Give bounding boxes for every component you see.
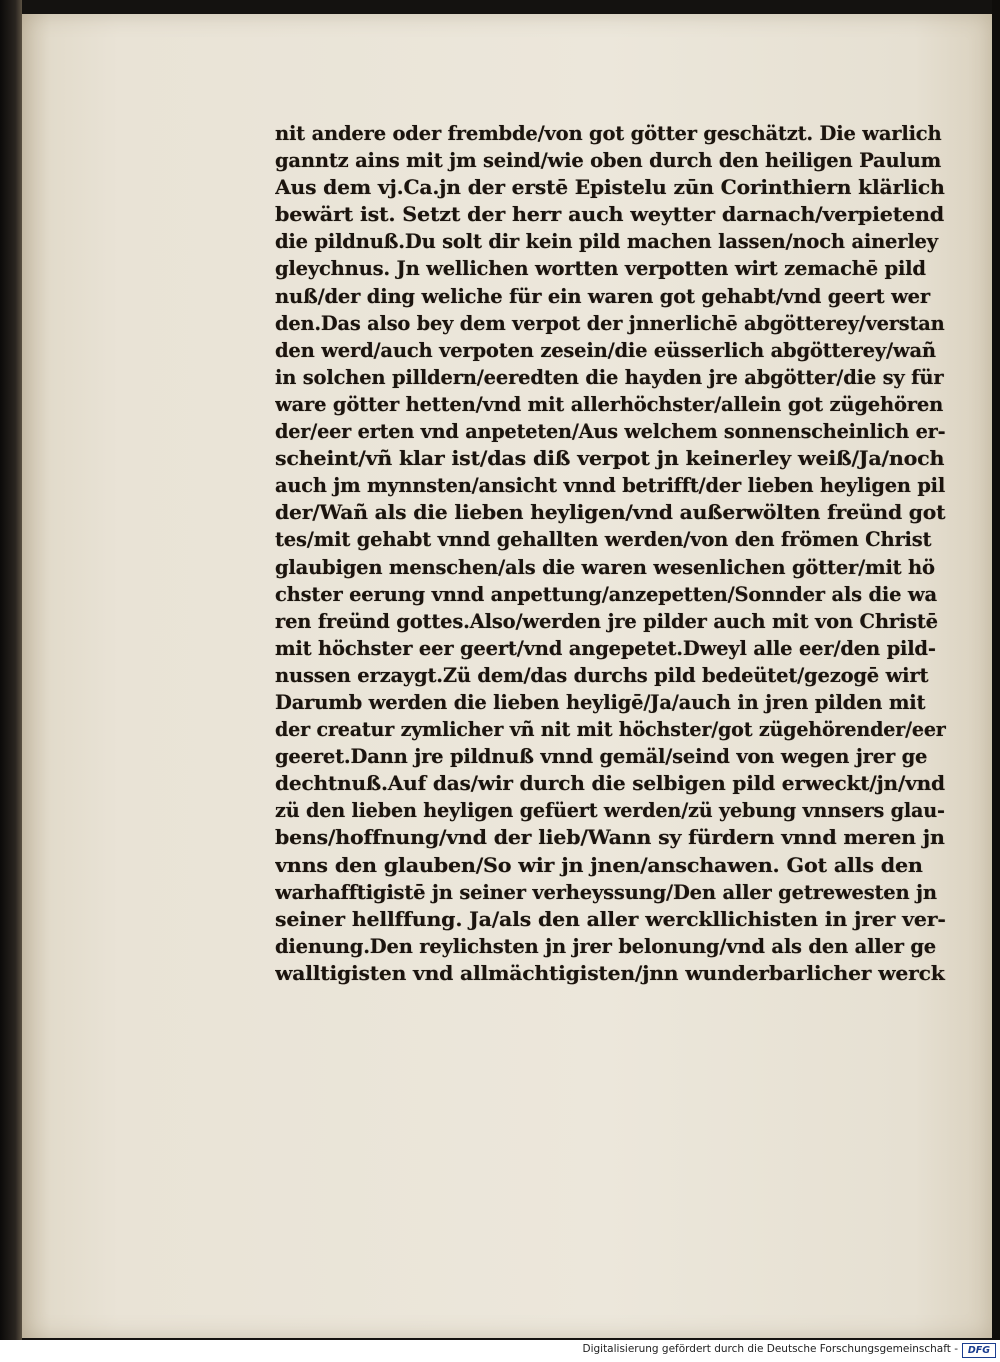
text-line: den.Das also bey dem verpot der jnnerlichē abgötterey/verstan xyxy=(275,311,945,335)
text-line: chster eerung vnnd anpettung/anzepetten/Sonnder als die wa xyxy=(275,582,937,606)
text-line: scheint/vñ klar ist/das diß verpot jn keinerley weiß/Ja/noch xyxy=(275,447,945,471)
text-line: bens/hoffnung/vnd der lieb/Wann sy fürdern vnnd meren jn xyxy=(275,826,945,850)
text-line: gleychnus. Jn wellichen wortten verpotten wirt zemachē pild xyxy=(275,257,926,281)
text-line: walltigisten vnd allmächtigisten/jnn wunderbarlicher werck xyxy=(275,961,945,985)
text-line: mit höchster eer geert/vnd angepetet.Dweyl alle eer/den pild- xyxy=(275,636,936,660)
text-line: vnns den glauben/So wir jn jnen/anschawen. Got alls den xyxy=(275,853,923,877)
text-line: den werd/auch verpoten zesein/die eüsserlich abgötterey/wañ xyxy=(275,338,936,362)
text-line: in solchen pilldern/eeredten die hayden jre abgötter/die sy für xyxy=(275,365,944,389)
text-line: bewärt ist. Setzt der herr auch weytter darnach/verpietend xyxy=(275,203,945,227)
text-line: glaubigen menschen/als die waren wesenlichen götter/mit hö xyxy=(275,555,935,579)
text-line: tes/mit gehabt vnnd gehallten werden/von den frömen Christ xyxy=(275,528,932,552)
body-text xyxy=(275,120,965,987)
footer xyxy=(0,1340,1000,1362)
text-line: die pildnuß.Du solt dir kein pild machen lassen/noch ainerley xyxy=(275,230,938,254)
text-line: auch jm mynnsten/ansicht vnnd betrifft/der lieben heyligen pil xyxy=(275,474,946,498)
text-line: seiner hellffung. Ja/als den aller werckllichisten in jrer ver- xyxy=(275,907,946,931)
funding-note: Digitalisierung gefördert durch die Deutsche Forschungsgemeinschaft - xyxy=(582,1343,958,1355)
text-line: der/eer erten vnd anpeteten/Aus welchem sonnenscheinlich er- xyxy=(275,420,946,444)
text-line: nit andere oder frembde/von got götter geschätzt. Die warlich xyxy=(275,122,942,145)
text-line: ware götter hetten/vnd mit allerhöchster/allein got zügehören xyxy=(275,392,944,416)
text-line: Darumb werden die lieben heyligē/Ja/auch in jren pilden mit xyxy=(275,690,926,714)
text-line: nussen erzaygt.Zü dem/das durchs pild bedeütet/gezogē wirt xyxy=(275,663,929,687)
text-line: nuß/der ding weliche für ein waren got gehabt/vnd geert wer xyxy=(275,284,930,308)
book-gutter xyxy=(0,0,22,1340)
text-line: ren freünd gottes.Also/werden jre pilder auch mit von Christē xyxy=(275,609,938,633)
text-line: dienung.Den reylichsten jn jrer belonung/vnd als den aller ge xyxy=(275,934,936,958)
text-line: geeret.Dann jre pildnuß vnnd gemäl/seind von wegen jrer ge xyxy=(275,745,928,769)
dfg-logo-icon: DFG xyxy=(962,1343,996,1358)
text-line: ganntz ains mit jm seind/wie oben durch den heiligen Paulum xyxy=(275,149,942,173)
text-line: der creatur zymlicher vñ nit mit höchster/got zügehörender/eer xyxy=(275,718,946,742)
text-line: dechtnuß.Auf das/wir durch die selbigen pild erweckt/jn/vnd xyxy=(275,772,945,796)
text-line: Aus dem vj.Ca.jn der erstē Epistelu zūn Corinthiern klärlich xyxy=(275,176,945,200)
text-line: der/Wañ als die lieben heyligen/vnd außerwölten freünd got xyxy=(275,501,946,525)
text-line: warhafftigistē jn seiner verheyssung/Den aller getrewesten jn xyxy=(275,880,937,904)
text-line: zü den lieben heyligen gefüert werden/zü yebung vnnsers glau- xyxy=(275,799,945,823)
